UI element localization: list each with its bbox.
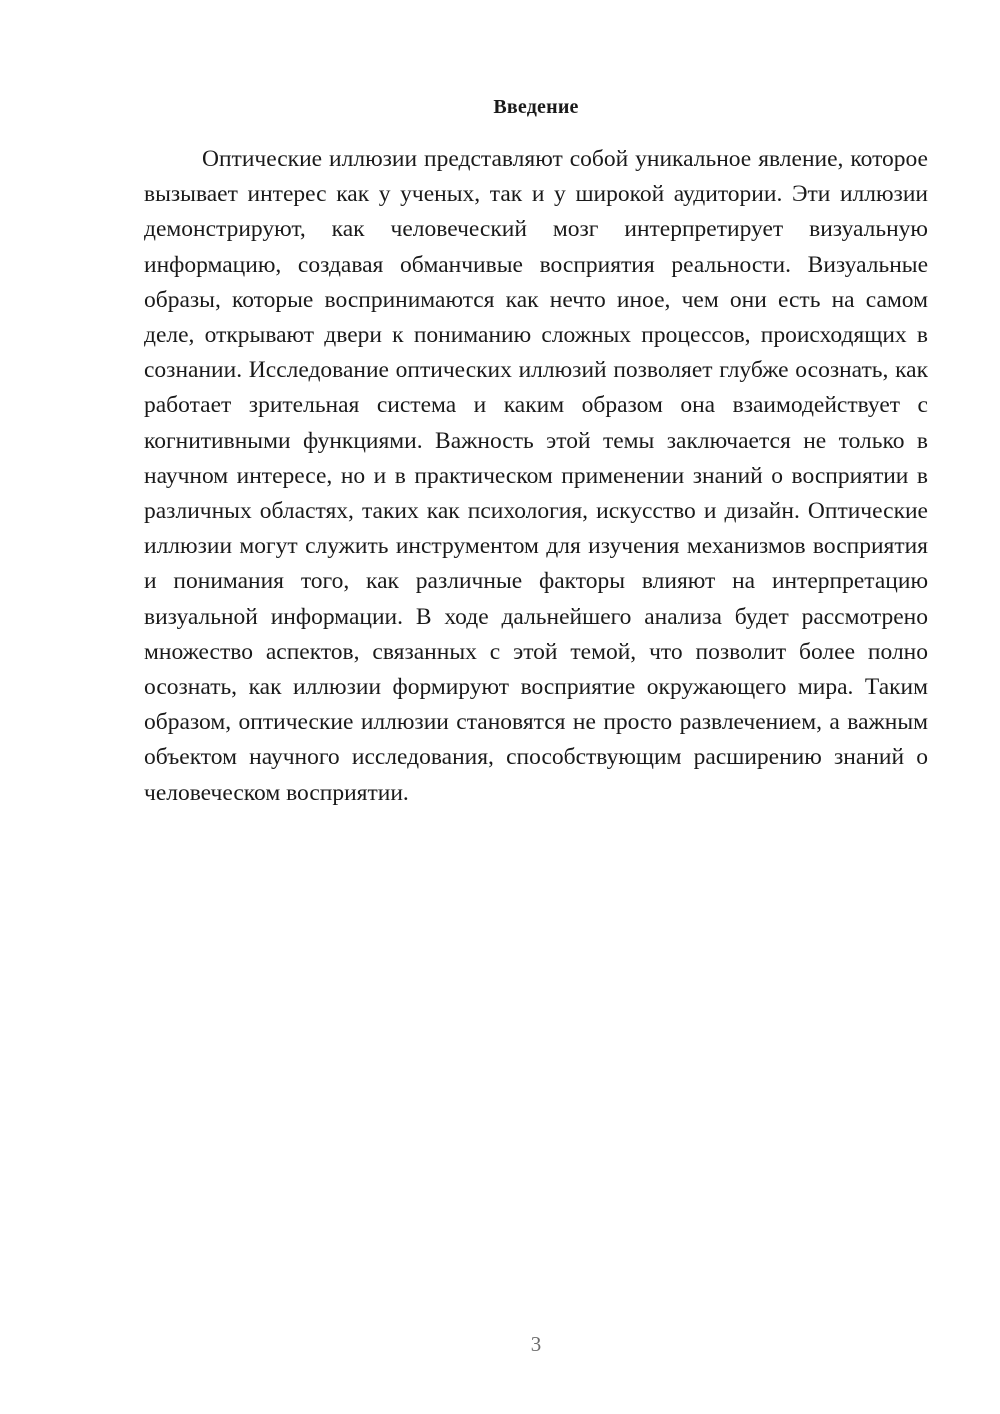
page-number: 3 (530, 1332, 542, 1356)
introduction-paragraph: Оптические иллюзии представляют собой уникальное явление, которое вызывает интерес как у ученых, так и у широкой аудитории. Эти иллюзии демонстрируют, как человеческий мозг интерпретирует визуальную информацию, создавая обманчивые восприятия реальности. Визуальные образы, которые воспринимаются как нечто иное, чем они есть на самом деле, открывают двери к пониманию сложных процессов, происходящих в сознании. Исследование оптических иллюзий позволяет глубже осознать, как работает зрительная система и каким образом она взаимодействует с когнитивными функциями. Важность этой темы заключается не только в научном интересе, но и в практическом применении знаний о восприятии в различных областях, таких как психология, искусство и дизайн. Оптические иллюзии могут служить инструментом для изучения механизмов восприятия и понимания того, как различные факторы влияют на интерпретацию визуальной информации. В ходе дальнейшего анализа будет рассмотрено множество аспектов, связанных с этой темой, что позволит более полно осознать, как иллюзии формируют восприятие окружающего мира. Таким образом, оптические иллюзии становятся не просто развлечением, а важным объектом научного исследования, способствующим расширению знаний о человеческом восприятии. (144, 146, 928, 806)
section-title: Введение (493, 96, 579, 118)
